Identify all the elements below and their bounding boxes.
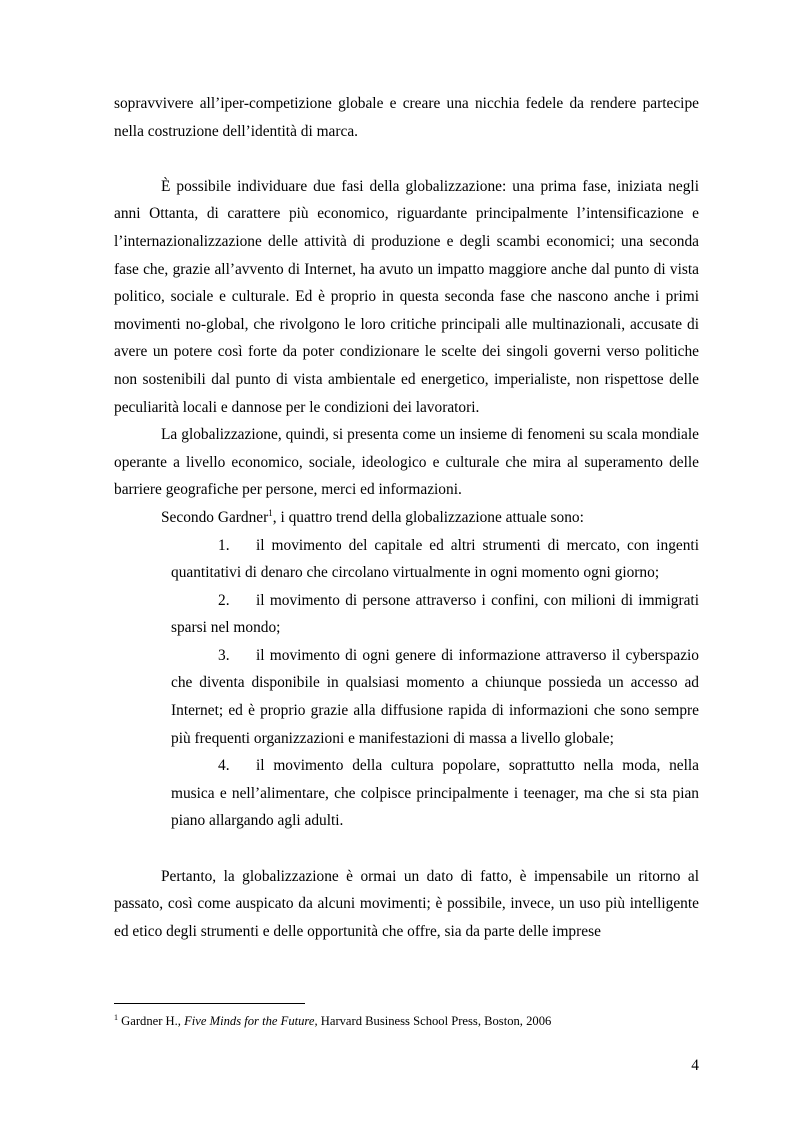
- list-item: [171, 642, 699, 752]
- list-item: [171, 752, 699, 835]
- list-item-text: il movimento del capitale ed altri strumenti di mercato, con ingenti quantitativi di denaro che circolano virtualmente in ogni momento ogni giorno;: [171, 536, 699, 582]
- paragraph-globalization-definition: La globalizzazione, quindi, si presenta come un insieme di fenomeni su scala mondiale operante a livello economico, sociale, ideologico e culturale che mira al superamento delle barriere geografiche per persone, merci ed informazioni.: [114, 426, 699, 499]
- footnote-marker: 1: [114, 1012, 118, 1022]
- list-item-number: 3.: [218, 646, 230, 664]
- footnote: [114, 1013, 699, 1029]
- paragraph-continuation: sopravvivere all’iper-competizione globale e creare una nicchia fedele da rendere partecipe nella costruzione dell’identità di marca.: [114, 95, 699, 140]
- body-text: [114, 90, 699, 945]
- list-item-text: il movimento di ogni genere di informazione attraverso il cyberspazio che diventa disponibile in qualsiasi momento a chiunque possieda un accesso ad Internet; ed è proprio grazie alla diffusione rapida di informazioni che sono sempre più frequenti organizzazioni e manifestazioni di massa a livello globale;: [171, 646, 699, 747]
- paragraph-gardner-intro: [114, 504, 699, 532]
- footnote-reference[interactable]: 1: [268, 507, 273, 518]
- footnote-author: Gardner H.,: [121, 1014, 185, 1028]
- footnote-publisher: Harvard Business School Press, Boston, 2006: [317, 1014, 552, 1028]
- list-item-text: il movimento di persone attraverso i confini, con milioni di immigrati sparsi nel mondo;: [171, 591, 699, 637]
- list-item: [171, 532, 699, 587]
- list-item: [171, 587, 699, 642]
- page-number: 4: [691, 1057, 699, 1074]
- list-item-number: 2.: [218, 591, 230, 609]
- footnote-title: Five Minds for the Future,: [184, 1014, 318, 1028]
- trends-list: [114, 532, 699, 836]
- list-item-number: 1.: [218, 536, 230, 554]
- gardner-text: Secondo Gardner: [161, 508, 269, 526]
- paragraph-globalization-phases: È possibile individuare due fasi della globalizzazione: una prima fase, iniziata negli anni Ottanta, di carattere più economico, riguardante principalmente l’intensificazione e l’internazionalizzazione delle attività di produzione e degli scambi economici; una seconda fase che, grazie all’avvento di Internet, ha avuto un impatto maggiore anche dal punto di vista politico, sociale e culturale. Ed è proprio in questa seconda fase che nascono anche i primi movimenti no-global, che rivolgono le loro critiche principali alle multinazionali, accusate di avere un potere così forte da poter condizionare le scelte dei singoli governi verso politiche non sostenibili dal punto di vista ambientale ed energetico, imperialiste, non rispettose delle peculiarità locali e dannose per le condizioni dei lavoratori.: [114, 177, 699, 416]
- list-item-number: 4.: [218, 757, 230, 775]
- paragraph-conclusion: Pertanto, la globalizzazione è ormai un dato di fatto, è impensabile un ritorno al passato, così come auspicato da alcuni movimenti; è possibile, invece, un uso più intelligente ed etico degli strumenti e delle opportunità che offre, sia da parte delle imprese: [114, 867, 699, 940]
- footnote-divider: [114, 1003, 305, 1004]
- gardner-text-continued: , i quattro trend della globalizzazione attuale sono:: [272, 508, 584, 526]
- list-item-text: il movimento della cultura popolare, soprattutto nella moda, nella musica e nell’alimentare, che colpisce principalmente i teenager, ma che si sta pian piano allargando agli adulti.: [171, 757, 699, 830]
